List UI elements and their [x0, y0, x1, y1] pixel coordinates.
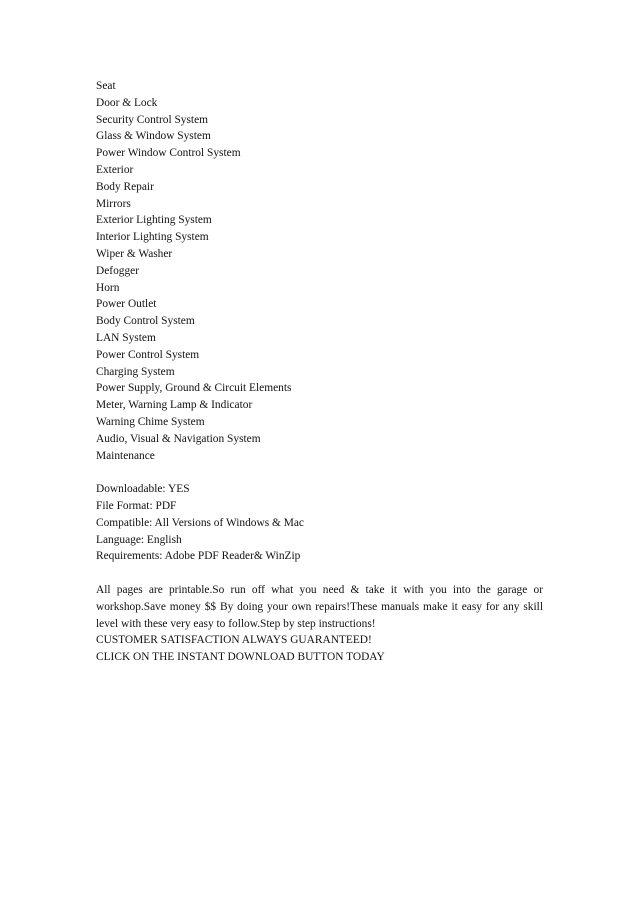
list-item: Warning Chime System: [96, 415, 205, 428]
list-item: Power Outlet: [96, 298, 157, 311]
list-item: Seat: [96, 80, 116, 92]
list-item: Door & Lock: [96, 96, 158, 109]
list-item: Charging System: [96, 365, 175, 378]
list-item: Maintenance: [96, 449, 155, 462]
list-item: Exterior: [96, 163, 134, 176]
list-item: Defogger: [96, 264, 140, 277]
list-item: Power Window Control System: [96, 147, 241, 160]
list-item: Body Repair: [96, 180, 154, 193]
list-item: Interior Lighting System: [96, 231, 209, 244]
call-to-action-text: CLICK ON THE INSTANT DOWNLOAD BUTTON TODAY: [96, 651, 385, 664]
list-item: Exterior Lighting System: [96, 214, 212, 227]
spec-requirements: Requirements: Adobe PDF Reader& WinZip: [96, 550, 301, 563]
list-item: Meter, Warning Lamp & Indicator: [96, 399, 253, 412]
spec-downloadable: Downloadable: YES: [96, 483, 190, 496]
systems-list: [96, 78, 543, 464]
list-item: Wiper & Washer: [96, 247, 173, 260]
spec-language: Language: English: [96, 533, 182, 546]
spec-compatible: Compatible: All Versions of Windows & Mac: [96, 516, 304, 529]
list-item: Audio, Visual & Navigation System: [96, 432, 261, 445]
description-paragraph: [96, 582, 543, 632]
description-line: level with these very easy to follow.Step by step instructions!: [96, 617, 376, 630]
description-line: workshop.Save money $$ By doing your own repairs!These manuals make it easy for any skill: [96, 600, 543, 613]
list-item: Power Supply, Ground & Circuit Elements: [96, 382, 292, 395]
spec-file-format: File Format: PDF: [96, 499, 177, 512]
list-item: Body Control System: [96, 315, 195, 328]
list-item: Power Control System: [96, 348, 200, 361]
blank-line: [96, 464, 543, 481]
list-item: Security Control System: [96, 113, 209, 126]
list-item: Horn: [96, 281, 120, 294]
list-item: LAN System: [96, 331, 156, 344]
blank-line: [96, 565, 543, 582]
guarantee-text: CUSTOMER SATISFACTION ALWAYS GUARANTEED!: [96, 634, 372, 647]
list-item: Mirrors: [96, 197, 131, 210]
specs-list: [96, 481, 543, 565]
description-line: All pages are printable.So run off what you need & take it with you into the garage or: [96, 583, 543, 596]
document-body: [96, 78, 543, 666]
list-item: Glass & Window System: [96, 130, 211, 143]
